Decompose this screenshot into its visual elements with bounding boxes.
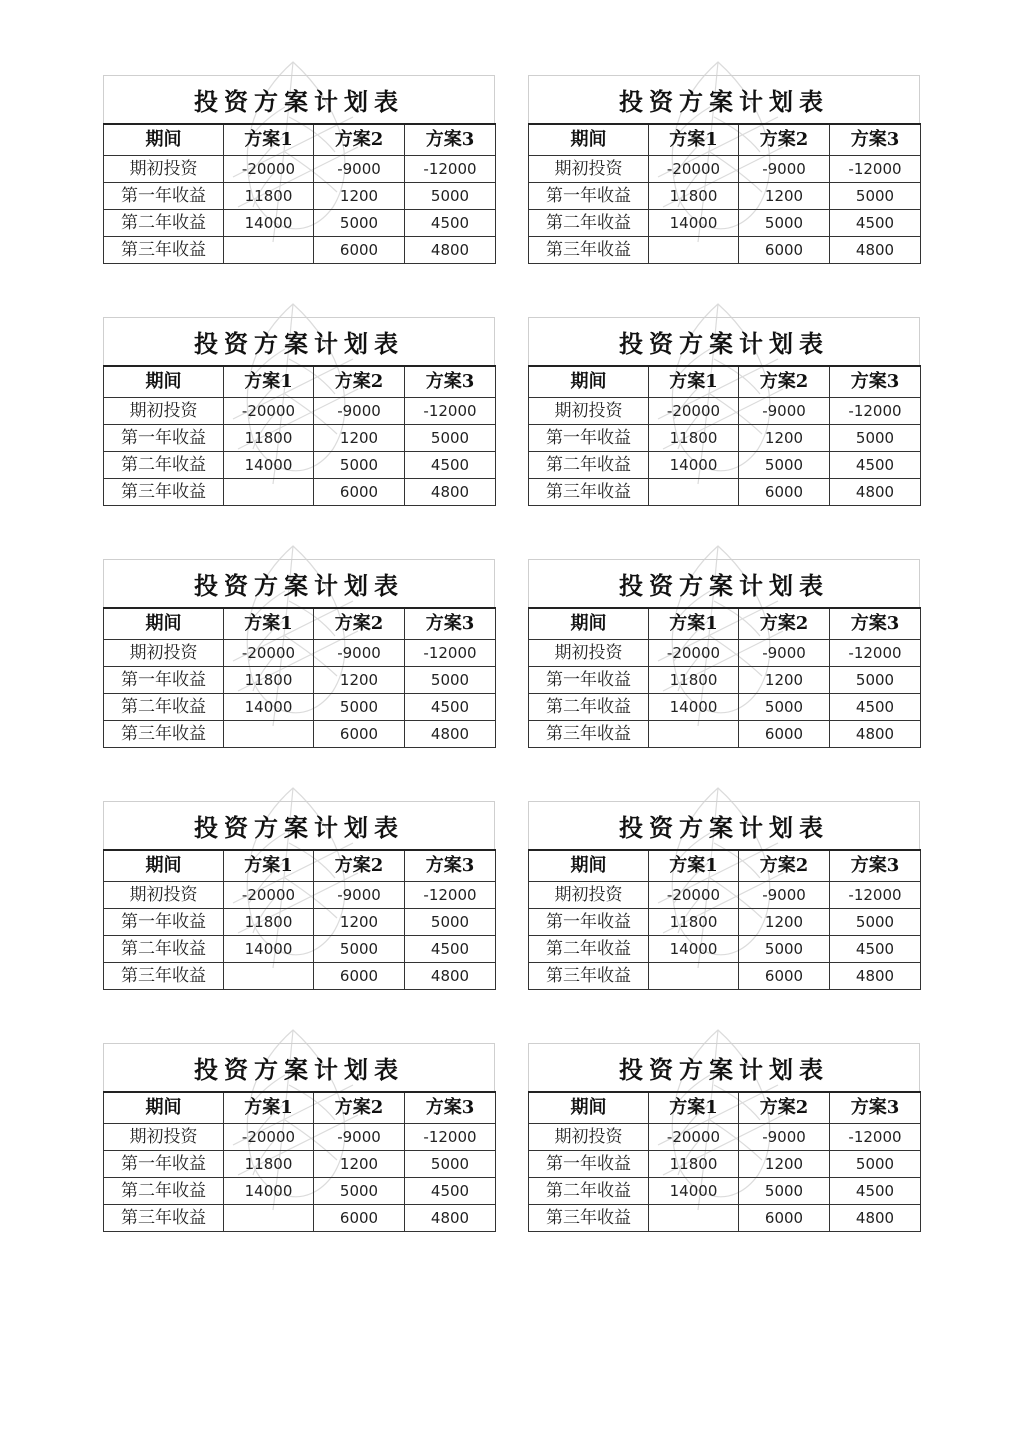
row-label: 第三年收益 [104, 963, 224, 990]
cell-plan-3: 5000 [830, 425, 921, 452]
cell-plan-3: 4500 [830, 936, 921, 963]
row-label: 第二年收益 [529, 936, 649, 963]
plan-card [103, 317, 495, 506]
card-title: 投资方案计划表 [103, 317, 495, 365]
table-row [529, 156, 921, 183]
row-label: 第二年收益 [104, 936, 224, 963]
table-row [529, 667, 921, 694]
cell-plan-2: -9000 [739, 640, 830, 667]
table-row [104, 1124, 496, 1151]
cell-plan-2: 1200 [739, 909, 830, 936]
header-period: 期间 [529, 850, 649, 882]
header-plan-3: 方案3 [830, 1092, 921, 1124]
cell-plan-3: 5000 [830, 1151, 921, 1178]
cell-plan-3: -12000 [405, 1124, 496, 1151]
cell-plan-2: 5000 [739, 694, 830, 721]
header-plan-3: 方案3 [830, 608, 921, 640]
plan-card [103, 559, 495, 748]
cell-plan-1: -20000 [224, 882, 314, 909]
row-label: 第三年收益 [529, 721, 649, 748]
table-row [104, 183, 496, 210]
row-label: 第三年收益 [529, 479, 649, 506]
cell-plan-2: 6000 [739, 963, 830, 990]
plan-table [103, 123, 496, 264]
cell-plan-2: 6000 [314, 963, 405, 990]
cell-plan-1: 14000 [224, 210, 314, 237]
row-label: 期初投资 [529, 640, 649, 667]
card-title: 投资方案计划表 [528, 559, 920, 607]
header-plan-1: 方案1 [649, 850, 739, 882]
cell-plan-2: 5000 [739, 452, 830, 479]
row-label: 第二年收益 [529, 1178, 649, 1205]
cell-plan-1: 14000 [649, 936, 739, 963]
table-header-row [104, 850, 496, 882]
row-label: 期初投资 [104, 640, 224, 667]
table-row [104, 909, 496, 936]
table-row [529, 452, 921, 479]
cell-plan-1: 11800 [649, 1151, 739, 1178]
cell-plan-3: 4500 [405, 1178, 496, 1205]
row-label: 第二年收益 [104, 1178, 224, 1205]
table-row [104, 479, 496, 506]
row-label: 第三年收益 [529, 963, 649, 990]
row-label: 第三年收益 [104, 721, 224, 748]
cell-plan-1 [224, 963, 314, 990]
cell-plan-1: -20000 [224, 398, 314, 425]
cell-plan-3: 4800 [830, 963, 921, 990]
cell-plan-1 [224, 721, 314, 748]
header-plan-3: 方案3 [830, 366, 921, 398]
cell-plan-2: -9000 [314, 1124, 405, 1151]
cell-plan-1: -20000 [649, 156, 739, 183]
header-period: 期间 [104, 1092, 224, 1124]
cell-plan-1: 14000 [649, 452, 739, 479]
header-plan-1: 方案1 [224, 366, 314, 398]
table-header-row [529, 608, 921, 640]
cell-plan-2: 5000 [314, 1178, 405, 1205]
row-label: 第二年收益 [104, 694, 224, 721]
table-row [529, 694, 921, 721]
header-plan-2: 方案2 [739, 850, 830, 882]
plan-table [103, 607, 496, 748]
plan-table [528, 123, 921, 264]
header-plan-3: 方案3 [405, 366, 496, 398]
card-title: 投资方案计划表 [103, 75, 495, 123]
cell-plan-1: 11800 [224, 1151, 314, 1178]
cell-plan-1: 11800 [649, 667, 739, 694]
plan-table [528, 849, 921, 990]
table-row [529, 909, 921, 936]
cell-plan-1 [649, 721, 739, 748]
plan-table [528, 365, 921, 506]
header-plan-3: 方案3 [830, 850, 921, 882]
cell-plan-2: 6000 [314, 237, 405, 264]
cell-plan-1 [224, 237, 314, 264]
table-row [529, 237, 921, 264]
table-header-row [529, 850, 921, 882]
cell-plan-1: 11800 [649, 183, 739, 210]
cell-plan-3: 4800 [830, 721, 921, 748]
cell-plan-1: 14000 [649, 694, 739, 721]
header-plan-2: 方案2 [314, 1092, 405, 1124]
table-row [529, 1151, 921, 1178]
cell-plan-1: -20000 [649, 882, 739, 909]
header-period: 期间 [104, 124, 224, 156]
table-row [529, 1178, 921, 1205]
cell-plan-1: 14000 [224, 694, 314, 721]
cell-plan-3: 4500 [405, 210, 496, 237]
header-period: 期间 [529, 608, 649, 640]
row-label: 第二年收益 [104, 452, 224, 479]
cell-plan-3: 5000 [830, 183, 921, 210]
table-row [529, 479, 921, 506]
row-label: 第二年收益 [529, 452, 649, 479]
row-label: 第三年收益 [529, 237, 649, 264]
cell-plan-3: -12000 [405, 398, 496, 425]
cell-plan-2: 5000 [314, 936, 405, 963]
cell-plan-2: 1200 [314, 425, 405, 452]
cell-plan-1: 11800 [224, 425, 314, 452]
cell-plan-1 [224, 1205, 314, 1232]
cell-plan-2: 5000 [739, 1178, 830, 1205]
cell-plan-3: 5000 [830, 667, 921, 694]
header-plan-1: 方案1 [649, 608, 739, 640]
table-row [104, 694, 496, 721]
cell-plan-3: 4800 [405, 479, 496, 506]
header-plan-1: 方案1 [649, 124, 739, 156]
cell-plan-2: -9000 [314, 156, 405, 183]
plan-table [103, 1091, 496, 1232]
header-plan-3: 方案3 [830, 124, 921, 156]
cell-plan-1 [649, 963, 739, 990]
cell-plan-1: -20000 [649, 1124, 739, 1151]
header-period: 期间 [104, 850, 224, 882]
table-header-row [104, 1092, 496, 1124]
table-row [104, 398, 496, 425]
row-label: 第三年收益 [529, 1205, 649, 1232]
cell-plan-2: -9000 [739, 882, 830, 909]
plan-table [103, 849, 496, 990]
cell-plan-3: 5000 [405, 667, 496, 694]
cell-plan-3: 4800 [405, 963, 496, 990]
card-title: 投资方案计划表 [528, 801, 920, 849]
table-row [104, 882, 496, 909]
cell-plan-1: 11800 [224, 667, 314, 694]
cell-plan-1: 11800 [224, 909, 314, 936]
table-row [104, 1205, 496, 1232]
header-plan-2: 方案2 [314, 608, 405, 640]
cell-plan-2: 1200 [739, 425, 830, 452]
header-plan-2: 方案2 [739, 1092, 830, 1124]
header-plan-3: 方案3 [405, 608, 496, 640]
cell-plan-3: 4800 [830, 479, 921, 506]
cell-plan-3: 4500 [830, 1178, 921, 1205]
row-label: 第一年收益 [529, 183, 649, 210]
row-label: 第一年收益 [104, 1151, 224, 1178]
cell-plan-1: 14000 [224, 452, 314, 479]
plan-card [528, 317, 920, 506]
table-row [529, 210, 921, 237]
row-label: 第二年收益 [529, 694, 649, 721]
cell-plan-2: 6000 [739, 479, 830, 506]
cell-plan-1: 11800 [224, 183, 314, 210]
cell-plan-3: 5000 [405, 909, 496, 936]
cell-plan-2: 5000 [314, 210, 405, 237]
cell-plan-1: -20000 [649, 640, 739, 667]
header-plan-2: 方案2 [739, 608, 830, 640]
cell-plan-3: 5000 [405, 425, 496, 452]
plan-card [528, 559, 920, 748]
cell-plan-3: 4500 [830, 210, 921, 237]
row-label: 第一年收益 [104, 183, 224, 210]
row-label: 期初投资 [104, 882, 224, 909]
row-label: 第三年收益 [104, 1205, 224, 1232]
cell-plan-2: 6000 [314, 479, 405, 506]
table-row [104, 667, 496, 694]
cell-plan-3: -12000 [830, 398, 921, 425]
cell-plan-1: 14000 [224, 936, 314, 963]
cell-plan-1 [649, 1205, 739, 1232]
cell-plan-1: 14000 [649, 210, 739, 237]
row-label: 期初投资 [529, 156, 649, 183]
cell-plan-2: -9000 [314, 398, 405, 425]
header-period: 期间 [529, 366, 649, 398]
row-label: 第二年收益 [529, 210, 649, 237]
table-row [529, 721, 921, 748]
cell-plan-2: 6000 [314, 721, 405, 748]
cell-plan-1: 14000 [649, 1178, 739, 1205]
header-plan-3: 方案3 [405, 850, 496, 882]
cell-plan-1: -20000 [649, 398, 739, 425]
cell-plan-3: -12000 [830, 156, 921, 183]
cell-plan-1: 14000 [224, 1178, 314, 1205]
cell-plan-3: 4800 [405, 237, 496, 264]
row-label: 期初投资 [104, 1124, 224, 1151]
table-header-row [104, 124, 496, 156]
table-row [104, 156, 496, 183]
plan-card [103, 1043, 495, 1232]
row-label: 期初投资 [529, 398, 649, 425]
card-title: 投资方案计划表 [528, 1043, 920, 1091]
table-row [104, 936, 496, 963]
card-title: 投资方案计划表 [103, 559, 495, 607]
cell-plan-3: -12000 [830, 882, 921, 909]
cell-plan-3: 4500 [830, 452, 921, 479]
card-title: 投资方案计划表 [103, 1043, 495, 1091]
row-label: 第一年收益 [529, 425, 649, 452]
header-plan-1: 方案1 [224, 1092, 314, 1124]
card-title: 投资方案计划表 [528, 75, 920, 123]
table-header-row [529, 124, 921, 156]
cell-plan-3: 4800 [830, 237, 921, 264]
cell-plan-1 [649, 237, 739, 264]
header-plan-3: 方案3 [405, 1092, 496, 1124]
table-row [529, 640, 921, 667]
cell-plan-2: 1200 [314, 667, 405, 694]
row-label: 期初投资 [104, 156, 224, 183]
cell-plan-3: -12000 [405, 882, 496, 909]
table-row [104, 425, 496, 452]
table-row [104, 452, 496, 479]
table-header-row [104, 608, 496, 640]
table-row [529, 963, 921, 990]
cell-plan-2: -9000 [314, 882, 405, 909]
table-row [104, 210, 496, 237]
row-label: 期初投资 [529, 1124, 649, 1151]
cell-plan-2: 5000 [314, 452, 405, 479]
cell-plan-2: -9000 [739, 398, 830, 425]
row-label: 第三年收益 [104, 237, 224, 264]
table-row [529, 1124, 921, 1151]
cell-plan-3: -12000 [830, 1124, 921, 1151]
cell-plan-3: 4500 [405, 694, 496, 721]
plan-card [528, 801, 920, 990]
header-period: 期间 [529, 124, 649, 156]
header-plan-1: 方案1 [649, 1092, 739, 1124]
cell-plan-3: 4800 [405, 1205, 496, 1232]
header-period: 期间 [529, 1092, 649, 1124]
table-row [104, 963, 496, 990]
cell-plan-2: 1200 [314, 909, 405, 936]
table-row [104, 640, 496, 667]
plan-card [528, 75, 920, 264]
cell-plan-1: 11800 [649, 909, 739, 936]
cell-plan-1 [224, 479, 314, 506]
row-label: 第一年收益 [529, 909, 649, 936]
cell-plan-3: 5000 [405, 1151, 496, 1178]
header-period: 期间 [104, 608, 224, 640]
cell-plan-3: 4500 [405, 452, 496, 479]
cell-plan-2: 5000 [314, 694, 405, 721]
cell-plan-2: 1200 [739, 1151, 830, 1178]
table-row [104, 721, 496, 748]
cell-plan-2: -9000 [739, 1124, 830, 1151]
header-plan-1: 方案1 [224, 850, 314, 882]
header-plan-3: 方案3 [405, 124, 496, 156]
cell-plan-2: 5000 [739, 936, 830, 963]
cell-plan-2: 5000 [739, 210, 830, 237]
row-label: 第三年收益 [104, 479, 224, 506]
cell-plan-2: 6000 [314, 1205, 405, 1232]
cell-plan-3: -12000 [405, 156, 496, 183]
plan-card [103, 801, 495, 990]
row-label: 第一年收益 [104, 667, 224, 694]
header-plan-2: 方案2 [314, 124, 405, 156]
header-plan-2: 方案2 [314, 366, 405, 398]
table-row [104, 1178, 496, 1205]
cell-plan-1: -20000 [224, 156, 314, 183]
cell-plan-2: -9000 [314, 640, 405, 667]
row-label: 第一年收益 [529, 1151, 649, 1178]
cell-plan-2: 6000 [739, 237, 830, 264]
cell-plan-2: 1200 [314, 1151, 405, 1178]
cell-plan-3: 4500 [830, 694, 921, 721]
row-label: 第一年收益 [104, 909, 224, 936]
cell-plan-1: -20000 [224, 640, 314, 667]
plan-table [528, 607, 921, 748]
cell-plan-2: 1200 [314, 183, 405, 210]
table-header-row [104, 366, 496, 398]
header-plan-2: 方案2 [739, 366, 830, 398]
cell-plan-1: 11800 [649, 425, 739, 452]
cell-plan-2: 6000 [739, 721, 830, 748]
header-plan-1: 方案1 [224, 608, 314, 640]
header-period: 期间 [104, 366, 224, 398]
cell-plan-2: 1200 [739, 183, 830, 210]
cell-plan-3: 5000 [830, 909, 921, 936]
row-label: 第一年收益 [104, 425, 224, 452]
plan-card [528, 1043, 920, 1232]
cell-plan-3: 4800 [405, 721, 496, 748]
table-row [104, 1151, 496, 1178]
header-plan-2: 方案2 [739, 124, 830, 156]
table-row [529, 425, 921, 452]
row-label: 第一年收益 [529, 667, 649, 694]
header-plan-2: 方案2 [314, 850, 405, 882]
cell-plan-3: 5000 [405, 183, 496, 210]
plan-table [103, 365, 496, 506]
cell-plan-1 [649, 479, 739, 506]
row-label: 期初投资 [104, 398, 224, 425]
table-row [529, 398, 921, 425]
table-row [529, 1205, 921, 1232]
header-plan-1: 方案1 [224, 124, 314, 156]
table-row [529, 882, 921, 909]
table-header-row [529, 1092, 921, 1124]
cell-plan-3: 4500 [405, 936, 496, 963]
cell-plan-3: -12000 [830, 640, 921, 667]
plan-table [528, 1091, 921, 1232]
table-row [529, 936, 921, 963]
cell-plan-3: 4800 [830, 1205, 921, 1232]
row-label: 期初投资 [529, 882, 649, 909]
table-row [529, 183, 921, 210]
cell-plan-2: 1200 [739, 667, 830, 694]
row-label: 第二年收益 [104, 210, 224, 237]
card-title: 投资方案计划表 [528, 317, 920, 365]
card-title: 投资方案计划表 [103, 801, 495, 849]
table-row [104, 237, 496, 264]
cell-plan-2: -9000 [739, 156, 830, 183]
cell-plan-2: 6000 [739, 1205, 830, 1232]
table-header-row [529, 366, 921, 398]
cell-plan-1: -20000 [224, 1124, 314, 1151]
header-plan-1: 方案1 [649, 366, 739, 398]
cell-plan-3: -12000 [405, 640, 496, 667]
plan-card [103, 75, 495, 264]
